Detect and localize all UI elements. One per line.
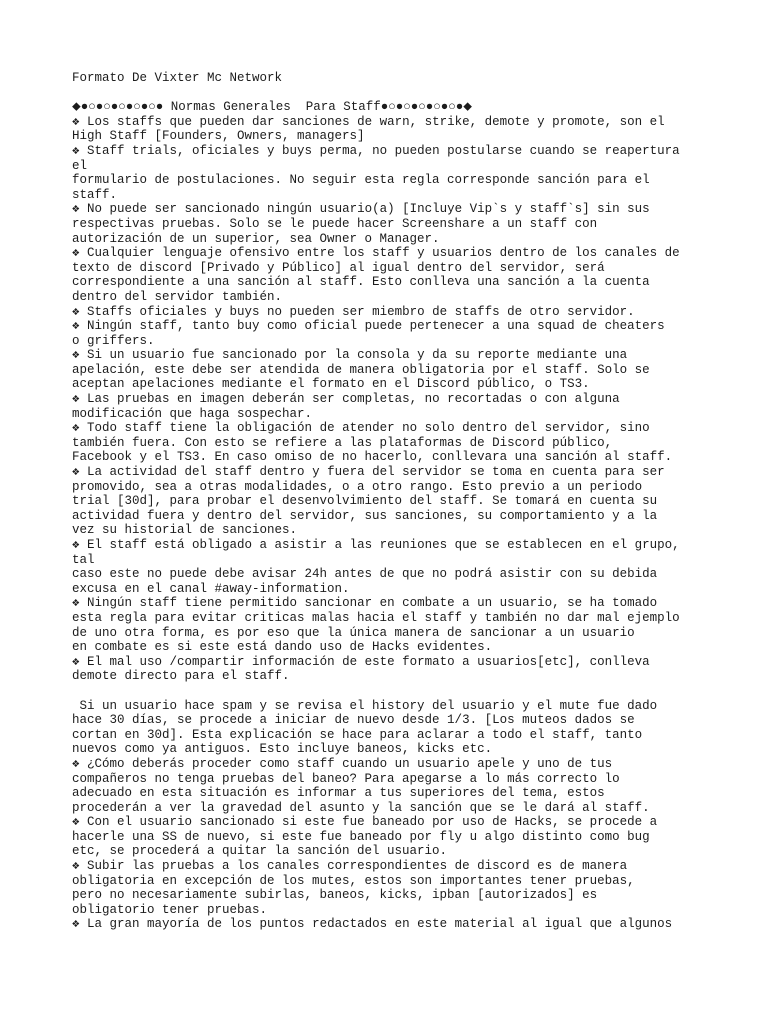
text-line: trial [30d], para probar el desenvolvimiento del staff. Se tomará en cuenta su	[72, 494, 658, 509]
text-line: High Staff [Founders, Owners, managers]	[72, 129, 365, 144]
text-line: modificación que haga sospechar.	[72, 406, 313, 421]
blank-line	[72, 684, 692, 699]
text-line: ⬥●○●○●○●○●○● Normas Generales Para Staff●○●○●○●○●○●⬥	[72, 100, 473, 115]
text-line: hacerle una SS de nuevo, si este fue baneado por fly u algo distinto como bug	[72, 829, 650, 844]
text-line: cortan en 30d]. Esta explicación se hace para aclarar a todo el staff, tanto	[72, 727, 643, 742]
text-line: ❖ Con el usuario sancionado si este fue baneado por uso de Hacks, se procede a	[72, 815, 658, 830]
text-line: etc, se procederá a quitar la sanción del usuario.	[72, 844, 448, 859]
text-line: hace 30 días, se procede a iniciar de nuevo desde 1/3. [Los muteos dados se	[72, 713, 635, 728]
text-line: caso este no puede debe avisar 24h antes de que no podrá asistir con su debida	[72, 567, 658, 582]
text-line: formulario de postulaciones. No seguir esta regla corresponde sanción para el	[72, 173, 650, 188]
procedures-section	[72, 699, 692, 933]
text-line: actividad fuera y dentro del servidor, sus sanciones, su comportamiento y a la	[72, 508, 658, 523]
text-line: apelación, este debe ser atendida de manera obligatoria por el staff. Solo se	[72, 362, 650, 377]
text-line: también fuera. Con esto se refiere a las plataformas de Discord público,	[72, 435, 613, 450]
text-line: promovido, sea a otras modalidades, o a otro rango. Esto previo a un periodo	[72, 479, 643, 494]
text-line: pero no necesariamente subirlas, baneos, kicks, ipban [autorizados] es	[72, 888, 598, 903]
text-line: ❖ Staff trials, oficiales y buys perma, no pueden postularse cuando se reapertura	[72, 143, 680, 158]
text-line: correspondiente a una sanción al staff. Esto conlleva una sanción a la cuenta	[72, 275, 650, 290]
text-line: ❖ Las pruebas en imagen deberán ser completas, no recortadas o con alguna	[72, 392, 620, 407]
text-line: autorización de un superior, sea Owner o Manager.	[72, 231, 440, 246]
text-line: esta regla para evitar criticas malas hacia el staff y también no dar mal ejemplo	[72, 610, 680, 625]
text-line: en combate es si este está dando uso de Hacks evidentes.	[72, 640, 493, 655]
text-line: ❖ La actividad del staff dentro y fuera del servidor se toma en cuenta para ser	[72, 465, 665, 480]
text-line: Facebook y el TS3. En caso omiso de no hacerlo, conllevara una sanción al staff.	[72, 450, 673, 465]
text-line: obligatorio tener pruebas.	[72, 902, 268, 917]
text-line: ❖ Los staffs que pueden dar sanciones de warn, strike, demote y promote, son el	[72, 114, 665, 129]
blank-line	[72, 86, 692, 101]
text-line: Si un usuario hace spam y se revisa el history del usuario y el mute fue dado	[72, 698, 658, 713]
text-line: ❖ Staffs oficiales y buys no pueden ser miembro de staffs de otro servidor.	[72, 304, 635, 319]
document-title: Formato De Vixter Mc Network	[72, 71, 283, 85]
text-line: ❖ Cualquier lenguaje ofensivo entre los staff y usuarios dentro de los canales de	[72, 246, 680, 261]
text-line: procederán a ver la gravedad del asunto y la sanción que se le dará al staff.	[72, 800, 650, 815]
text-line: vez su historial de sanciones.	[72, 523, 298, 538]
text-line: ❖ No puede ser sancionado ningún usuario(a) [Incluye Vip`s y staff`s] sin sus	[72, 202, 650, 217]
text-line: demote directo para el staff.	[72, 669, 290, 684]
text-line: de uno otra forma, es por eso que la única manera de sancionar a un usuario	[72, 625, 635, 640]
text-line: staff.	[72, 187, 118, 202]
text-line: o griffers.	[72, 333, 155, 348]
text-line: ❖ Ningún staff, tanto buy como oficial puede pertenecer a una squad de cheaters	[72, 319, 665, 334]
text-line: ❖ Ningún staff tiene permitido sancionar en combate a un usuario, se ha tomado	[72, 596, 658, 611]
text-line: el	[72, 158, 88, 173]
text-line: compañeros no tenga pruebas del baneo? Para apegarse a lo más correcto lo	[72, 771, 620, 786]
text-line: ❖ La gran mayoría de los puntos redactados en este material al igual que algunos	[72, 917, 673, 932]
text-line: texto de discord [Privado y Público] al igual dentro del servidor, será	[72, 260, 605, 275]
text-line: ❖ El mal uso /compartir información de este formato a usuarios[etc], conlleva	[72, 654, 650, 669]
text-line: ❖ ¿Cómo deberás proceder como staff cuando un usuario apele y uno de tus	[72, 756, 613, 771]
text-line: nuevos como ya antiguos. Esto incluye baneos, kicks etc.	[72, 742, 493, 757]
document-content	[72, 71, 692, 932]
text-line: respectivas pruebas. Solo se le puede hacer Screenshare a un staff con	[72, 216, 598, 231]
text-line: excusa en el canal #away-information.	[72, 581, 350, 596]
text-line: dentro del servidor también.	[72, 289, 283, 304]
text-line: ❖ Todo staff tiene la obligación de atender no solo dentro del servidor, sino	[72, 421, 650, 436]
text-line: obligatoria en excepción de los mutes, estos son importantes tener pruebas,	[72, 873, 635, 888]
text-line: tal	[72, 552, 95, 567]
text-line: ❖ Si un usuario fue sancionado por la consola y da su reporte mediante una	[72, 348, 628, 363]
rules-section	[72, 100, 692, 684]
text-line: aceptan apelaciones mediante el formato en el Discord público, o TS3.	[72, 377, 590, 392]
text-line: ❖ El staff está obligado a asistir a las reuniones que se establecen en el grupo,	[72, 538, 680, 552]
text-line: ❖ Subir las pruebas a los canales correspondientes de discord es de manera	[72, 859, 628, 874]
text-line: adecuado en esta situación es informar a tus superiores del tema, estos	[72, 786, 605, 801]
